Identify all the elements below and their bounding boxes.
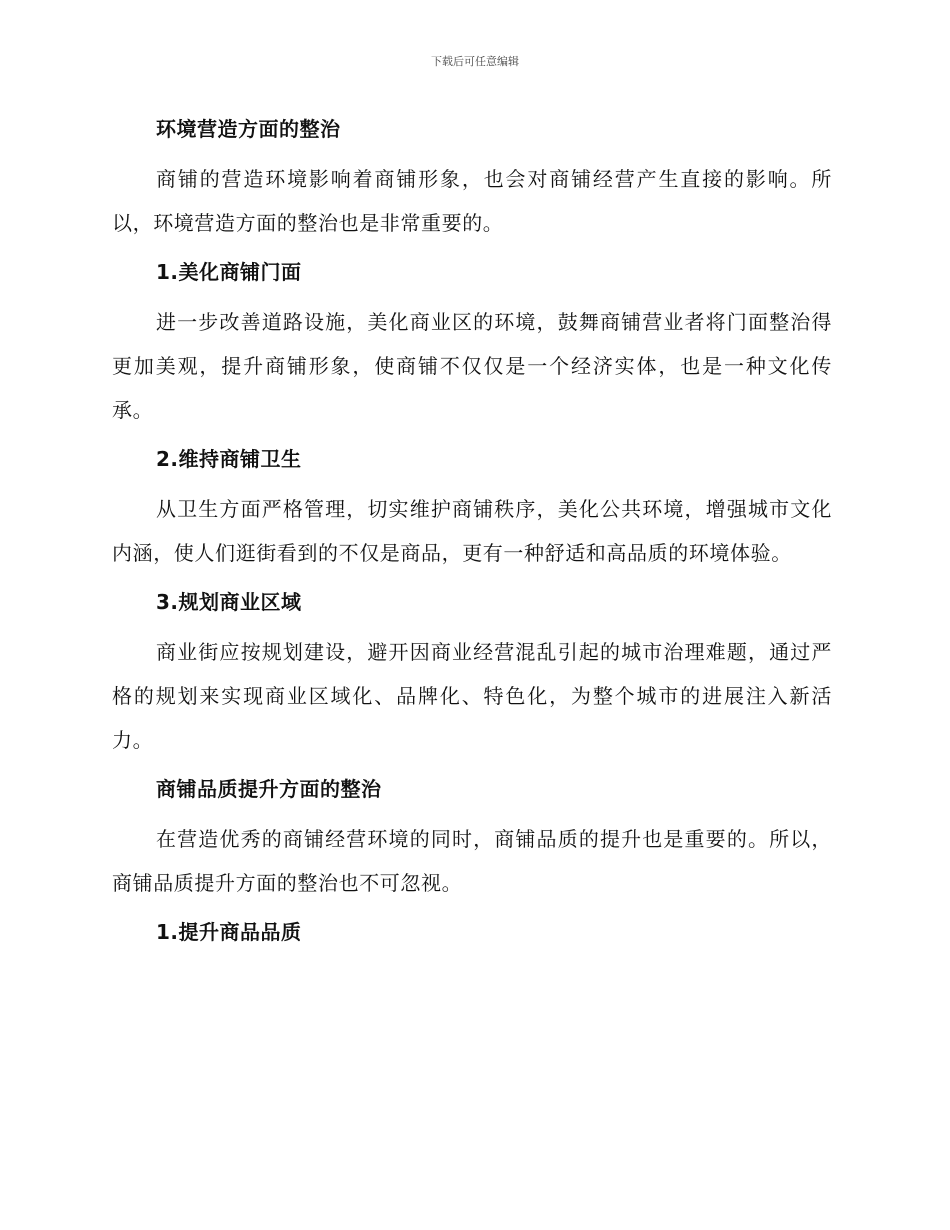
paragraph: 进一步改善道路设施，美化商业区的环境，鼓舞商铺营业者将门面整治得更加美观，提升商铺形象，使商铺不仅仅是一个经济实体，也是一种文化传承。 (112, 310, 832, 422)
subsection-heading: 3.规划商业区域 (156, 590, 302, 614)
paragraph: 商业街应按规划建设，避开因商业经营混乱引起的城市治理难题，通过严格的规划来实现商业区域化、品牌化、特色化，为整个城市的进展注入新活力。 (112, 640, 832, 752)
paragraph: 在营造优秀的商铺经营环境的同时，商铺品质的提升也是重要的。所以，商铺品质提升方面的整治也不可忽视。 (112, 827, 832, 895)
section-heading: 环境营造方面的整治 (156, 117, 341, 141)
subsection-heading: 1.提升商品品质 (156, 920, 302, 944)
subsection-heading: 1.美化商铺门面 (156, 260, 302, 284)
paragraph: 商铺的营造环境影响着商铺形象，也会对商铺经营产生直接的影响。所以，环境营造方面的整治也是非常重要的。 (112, 167, 832, 235)
paragraph: 从卫生方面严格管理，切实维护商铺秩序，美化公共环境，增强城市文化内涵，使人们逛街看到的不仅是商品，更有一种舒适和高品质的环境体验。 (112, 497, 832, 565)
document-body (112, 112, 832, 960)
section-heading: 商铺品质提升方面的整治 (156, 777, 382, 801)
page-header: 下载后可任意编辑 (431, 55, 519, 68)
subsection-heading: 2.维持商铺卫生 (156, 447, 302, 471)
